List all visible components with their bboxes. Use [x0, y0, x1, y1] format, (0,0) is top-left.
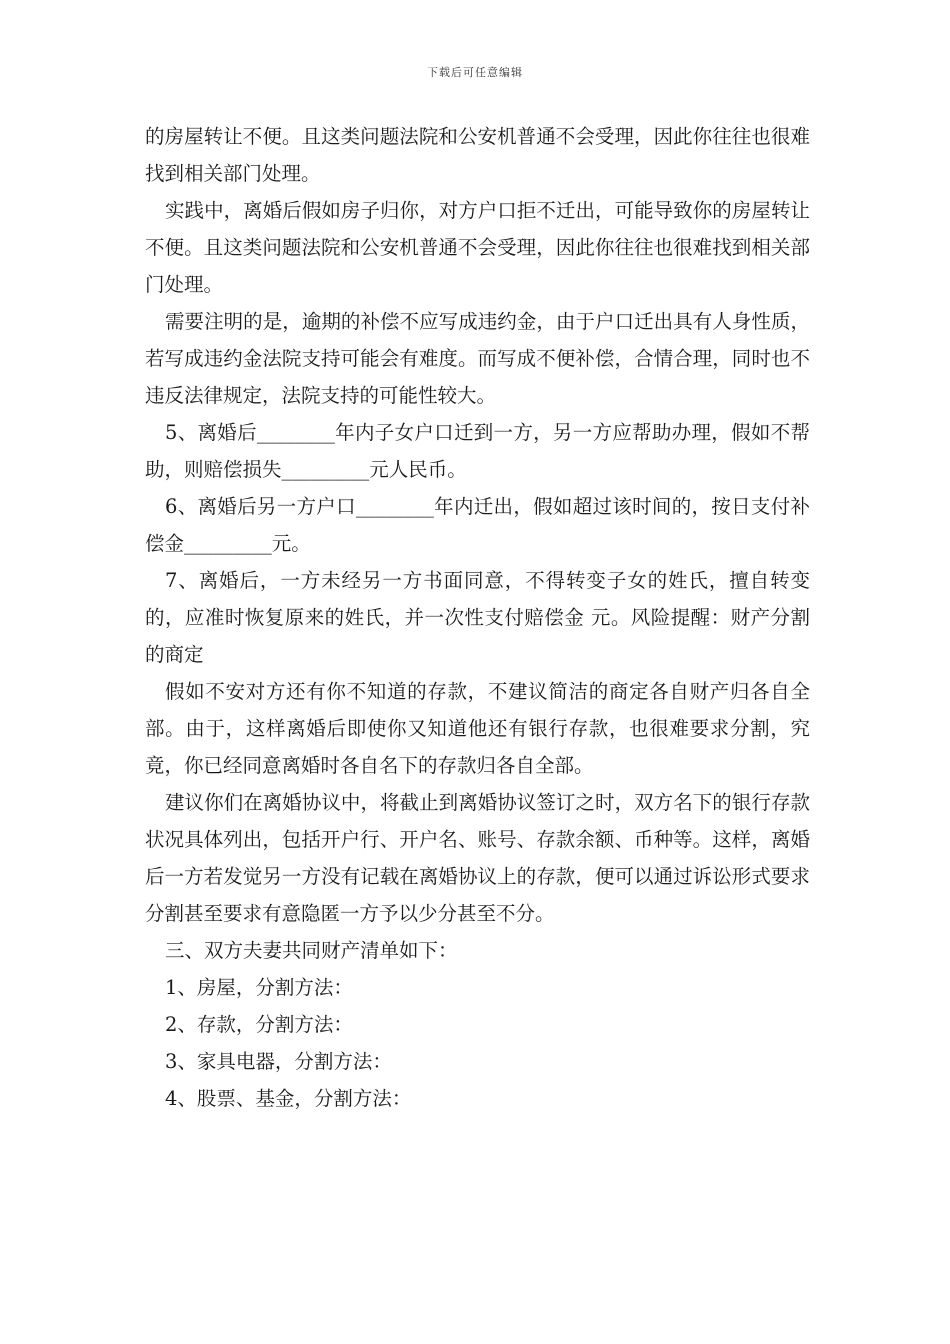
- paragraph: 需要注明的是，逾期的补偿不应写成违约金，由于户口迁出具有人身性质，若写成违约金法院支持可能会有难度。而写成不便补偿，合情合理，同时也不违反法律规定，法院支持的可能性较大。: [145, 310, 810, 407]
- list-item: 4、股票、基金，分割方法：: [165, 1087, 412, 1110]
- paragraph: 实践中，离婚后假如房子归你，对方户口拒不迁出，可能导致你的房屋转让不便。且这类问题法院和公安机普通不会受理，因此你往往也很难找到相关部门处理。: [145, 199, 810, 296]
- list-item: 3、家具电器，分割方法：: [165, 1050, 392, 1073]
- paragraph: 的房屋转让不便。且这类问题法院和公安机普通不会受理，因此你往往也很难找到相关部门处理。: [145, 125, 810, 185]
- document-body: [145, 118, 810, 1117]
- paragraph: 假如不安对方还有你不知道的存款，不建议简洁的商定各自财产归各自全部。由于，这样离婚后即使你又知道他还有银行存款，也很难要求分割，究竟，你已经同意离婚时各自名下的存款归各自全部。: [145, 680, 810, 777]
- paragraph: 建议你们在离婚协议中，将截止到离婚协议签订之时，双方名下的银行存款状况具体列出，包括开户行、开户名、账号、存款余额、币种等。这样，离婚后一方若发觉另一方没有记载在离婚协议上的存款，便可以通过诉讼形式要求分割甚至要求有意隐匿一方予以少分甚至不分。: [145, 791, 810, 925]
- page-header: 下载后可任意编辑: [427, 66, 523, 79]
- section-heading: 三、双方夫妻共同财产清单如下：: [165, 939, 458, 962]
- list-item: 2、存款，分割方法：: [165, 1013, 353, 1036]
- clause-5: 5、离婚后________年内子女户口迁到一方，另一方应帮助办理，假如不帮助，则赔偿损失_________元人民币。: [145, 421, 810, 481]
- clause-7: 7、离婚后，一方未经另一方书面同意，不得转变子女的姓氏，擅自转变的，应准时恢复原来的姓氏，并一次性支付赔偿金 元。风险提醒：财产分割的商定: [145, 569, 810, 666]
- list-item: 1、房屋，分割方法：: [165, 976, 353, 999]
- clause-6: 6、离婚后另一方户口________年内迁出，假如超过该时间的，按日支付补偿金_________元。: [145, 495, 810, 555]
